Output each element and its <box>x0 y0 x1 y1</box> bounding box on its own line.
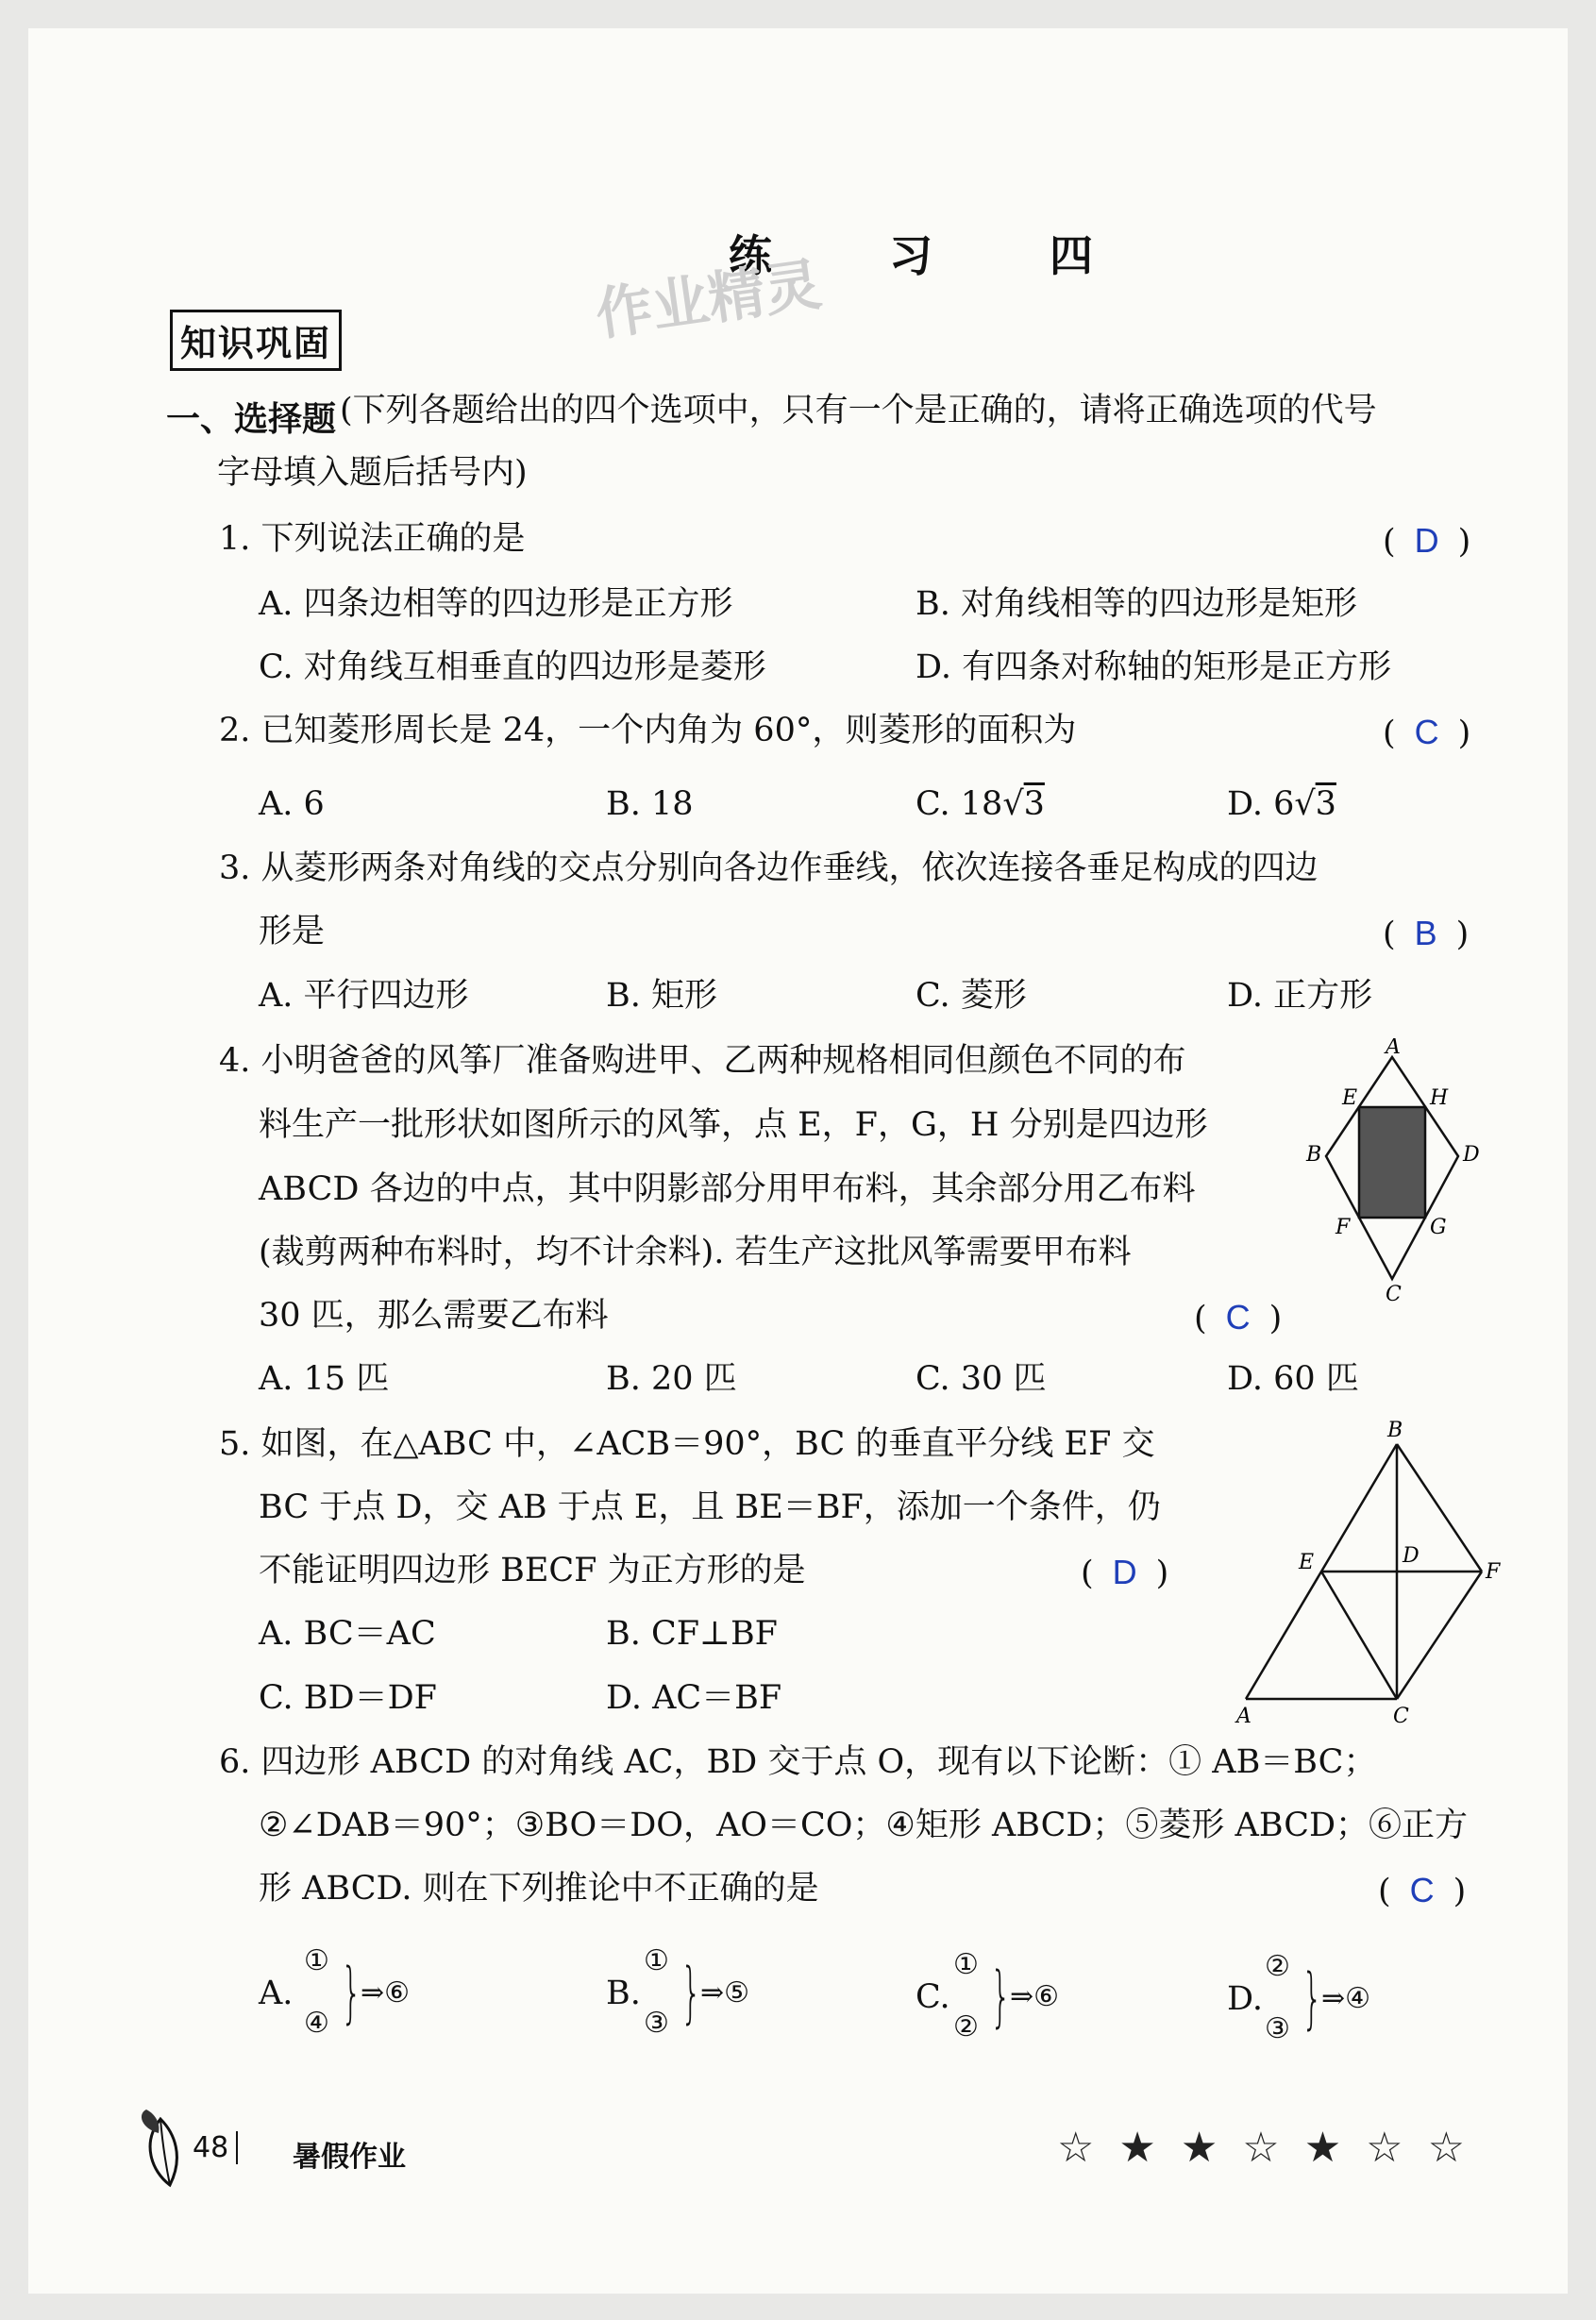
option-label: D. <box>1227 1980 1263 2018</box>
q4-line-2: 料生产一批形状如图所示的风筝，点 E，F，G，H 分别是四边形 <box>259 1106 1208 1144</box>
option-label: A. <box>259 1975 294 2012</box>
q3-stem-2: 形是 <box>259 913 326 950</box>
q2-answer: C <box>1414 713 1439 751</box>
label-H: H <box>1430 1086 1449 1110</box>
premise-top: ① <box>953 1948 979 1981</box>
sqrt-sign: √ <box>1002 785 1024 823</box>
shaded-rectangle <box>1359 1107 1425 1218</box>
option-label: B. <box>606 1975 641 2012</box>
q5-option-a: A. BC＝AC <box>259 1615 436 1653</box>
book-title: 暑假作业 <box>293 2141 406 2174</box>
conclusion: ⇒⑤ <box>700 1976 750 2009</box>
page <box>28 28 1568 2294</box>
segment-EC <box>1321 1572 1397 1699</box>
q5-answer-paren: ( D ) <box>1081 1553 1169 1592</box>
page-number <box>179 2131 238 2164</box>
q1-answer: D <box>1414 521 1439 560</box>
section-label: 知识巩固 <box>170 310 342 371</box>
part-instruction-2: 字母填入题后括号内) <box>217 454 528 492</box>
label-A: A <box>1386 1038 1401 1059</box>
q3-answer-paren: ( B ) <box>1383 914 1470 953</box>
q3-option-b: B. 矩形 <box>606 977 717 1015</box>
q4-answer-paren: ( C ) <box>1194 1298 1283 1337</box>
label-C: C <box>1393 1705 1409 1728</box>
q2-answer-paren: ( C ) <box>1383 713 1471 752</box>
label-B: B <box>1306 1143 1322 1167</box>
q4-line-1: 4. 小明爸爸的风筝厂准备购进甲、乙两种规格相同但颜色不同的布 <box>219 1042 1186 1080</box>
q1-answer-paren: ( D ) <box>1383 521 1471 561</box>
q4-line-3: ABCD 各边的中点，其中阴影部分用甲布料，其余部分用乙布料 <box>259 1170 1196 1208</box>
q2-stem: 2. 已知菱形周长是 24，一个内角为 60°，则菱形的面积为 <box>219 712 1077 749</box>
q2-option-b: B. 18 <box>606 785 694 823</box>
q4-option-d: D. 60 匹 <box>1227 1360 1359 1398</box>
premise-bottom: ③ <box>1265 2012 1290 2045</box>
watermark: 作业精灵 <box>591 251 826 349</box>
q1-option-d: D. 有四条对称轴的矩形是正方形 <box>916 648 1392 686</box>
premise-bottom: ② <box>953 2010 979 2043</box>
q5-option-c: C. BD＝DF <box>259 1679 437 1717</box>
label-D: D <box>1463 1143 1480 1167</box>
label-E: E <box>1342 1086 1358 1110</box>
q1-option-b: B. 对角线相等的四边形是矩形 <box>916 585 1357 623</box>
q5-option-b: B. CF⊥BF <box>606 1615 778 1653</box>
q3-option-c: C. 菱形 <box>916 977 1027 1015</box>
q2-option-d <box>1227 785 1336 823</box>
brace-icon: } <box>1302 1959 1323 2037</box>
difficulty-stars: ☆ ★ ★ ☆ ★ ☆ ☆ <box>1057 2124 1471 2172</box>
option-label: C. <box>916 1978 950 2016</box>
conclusion: ⇒⑥ <box>361 1976 411 2009</box>
q4-option-a: A. 15 匹 <box>259 1360 390 1398</box>
q2-option-c <box>916 785 1045 823</box>
q6-line-1: 6. 四边形 ABCD 的对角线 AC，BD 交于点 O，现有以下论断：① AB＝BC； <box>219 1743 1377 1781</box>
label-F: F <box>1336 1216 1351 1239</box>
label-F: F <box>1486 1560 1501 1584</box>
part-instruction-1: (下列各题给出的四个选项中，只有一个是正确的，请将正确选项的代号 <box>340 392 1377 429</box>
premise-bottom: ④ <box>304 2007 329 2040</box>
page-number-text: 48 <box>193 2131 229 2164</box>
segment-FC <box>1397 1572 1482 1699</box>
premise-top: ② <box>1265 1950 1290 1983</box>
conclusion: ⇒⑥ <box>1010 1980 1060 2013</box>
brace-icon: } <box>990 1958 1012 2035</box>
q3-stem-1: 3. 从菱形两条对角线的交点分别向各边作垂线，依次连接各垂足构成的四边 <box>219 849 1319 887</box>
q3-option-d: D. 正方形 <box>1227 977 1373 1015</box>
q5-line-3: 不能证明四边形 BECF 为正方形的是 <box>259 1552 806 1589</box>
q2-option-d-radicand: 3 <box>1315 785 1336 823</box>
page-title: 练 习 四 <box>729 230 1145 281</box>
q2-option-c-text: C. 18 <box>916 785 1003 823</box>
q5-line-1: 5. 如图，在△ABC 中，∠ACB＝90°，BC 的垂直平分线 EF 交 <box>219 1425 1155 1463</box>
label-G: G <box>1430 1216 1447 1239</box>
q3-answer: B <box>1414 914 1437 952</box>
sqrt-sign: √ <box>1294 785 1316 823</box>
q6-answer: C <box>1409 1871 1435 1909</box>
q5-option-d: D. AC＝BF <box>606 1679 782 1717</box>
q5-triangle-figure <box>1208 1416 1529 1737</box>
premise-top: ① <box>644 1944 669 1977</box>
q4-option-b: B. 20 匹 <box>606 1360 737 1398</box>
q2-option-a: A. 6 <box>259 785 325 823</box>
q5-line-2: BC 于点 D，交 AB 于点 E，且 BE＝BF，添加一个条件，仍 <box>259 1488 1161 1526</box>
part-heading: 一、选择题 <box>166 400 337 439</box>
label-C: C <box>1386 1283 1402 1303</box>
q6-line-2: ②∠DAB＝90°；③BO＝DO，AO＝CO；④矩形 ABCD；⑤菱形 ABCD；⑥正方 <box>259 1807 1469 1844</box>
q5-answer: D <box>1112 1553 1137 1591</box>
q4-kite-figure <box>1284 1038 1510 1303</box>
premise-bottom: ③ <box>644 2007 669 2040</box>
brace-icon: } <box>680 1954 702 2031</box>
q4-answer: C <box>1225 1298 1251 1337</box>
q4-line-5: 30 匹，那么需要乙布料 <box>259 1297 609 1335</box>
premise-top: ① <box>304 1944 329 1977</box>
q3-option-a: A. 平行四边形 <box>259 977 469 1015</box>
q1-option-c: C. 对角线互相垂直的四边形是菱形 <box>259 648 766 686</box>
label-E: E <box>1299 1551 1315 1574</box>
label-D: D <box>1403 1544 1420 1568</box>
q6-line-3: 形 ABCD. 则在下列推论中不正确的是 <box>259 1870 819 1908</box>
conclusion: ⇒④ <box>1321 1982 1371 2015</box>
q4-option-c: C. 30 匹 <box>916 1360 1047 1398</box>
label-B: B <box>1387 1419 1403 1442</box>
label-A: A <box>1236 1705 1252 1728</box>
q1-option-a: A. 四条边相等的四边形是正方形 <box>259 585 733 623</box>
q6-answer-paren: ( C ) <box>1378 1871 1467 1910</box>
q2-option-d-text: D. 6 <box>1227 785 1295 823</box>
q4-line-4: (裁剪两种布料时，均不计余料). 若生产这批风筝需要甲布料 <box>259 1234 1132 1271</box>
q2-option-c-radicand: 3 <box>1023 785 1045 823</box>
q1-stem: 1. 下列说法正确的是 <box>219 520 526 558</box>
brace-icon: } <box>341 1954 362 2031</box>
